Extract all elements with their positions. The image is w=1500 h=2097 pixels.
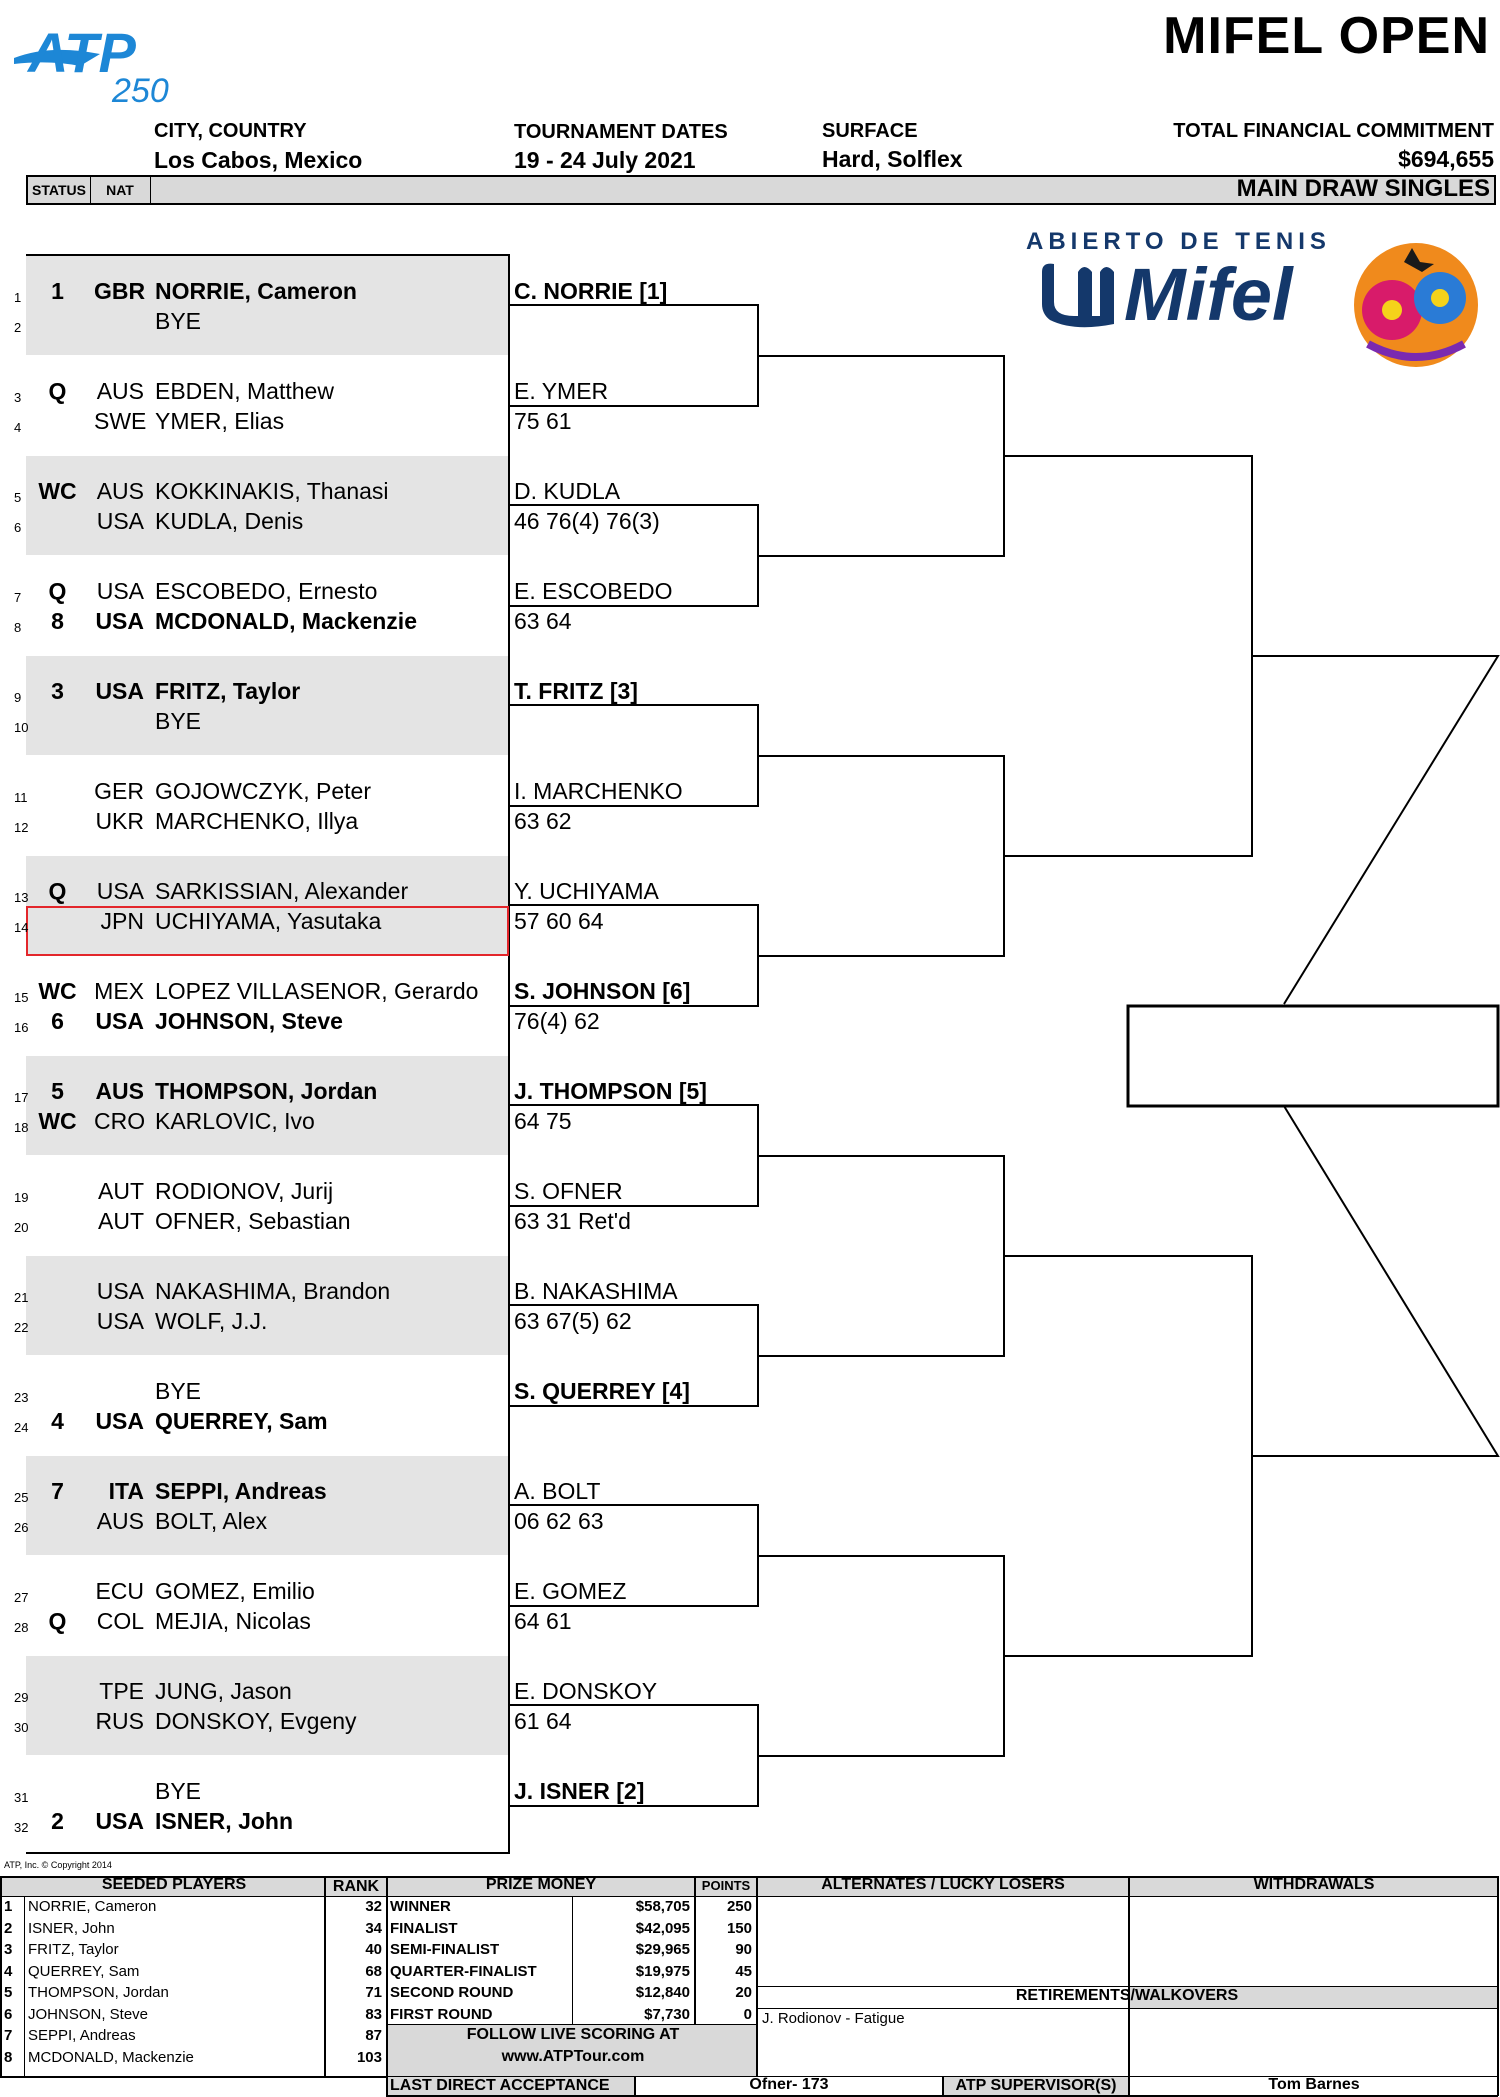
prize-round: SEMI-FINALIST bbox=[390, 1941, 500, 1958]
player-name: SARKISSIAN, Alexander bbox=[155, 878, 409, 904]
player-name: MARCHENKO, Illya bbox=[155, 808, 359, 834]
prize-money: $7,730 bbox=[644, 2005, 690, 2023]
seeded-player-name: FRITZ, Taylor bbox=[28, 1941, 119, 1958]
draw-position-number: 3 bbox=[14, 390, 22, 405]
round2-score: 46 76(4) 76(3) bbox=[514, 508, 660, 534]
seeded-player-rank: 68 bbox=[365, 1962, 382, 1980]
draw-position-number: 29 bbox=[14, 1690, 29, 1705]
status-header: STATUS bbox=[28, 177, 91, 203]
player-nationality: ECU bbox=[95, 1578, 144, 1604]
round2-winner: S. OFNER bbox=[514, 1178, 623, 1204]
seed-number: 3 bbox=[4, 1941, 13, 1958]
prize-money: $12,840 bbox=[635, 1984, 690, 2001]
draw-position-number: 27 bbox=[14, 1590, 29, 1605]
seed-number: 5 bbox=[4, 1984, 13, 2001]
draw-position-number: 9 bbox=[14, 690, 22, 705]
player-name: KOKKINAKIS, Thanasi bbox=[155, 478, 389, 504]
city-value: Los Cabos, Mexico bbox=[154, 147, 363, 173]
round2-winner: Y. UCHIYAMA bbox=[514, 878, 659, 904]
player-status: Q bbox=[48, 578, 67, 604]
seeded-player-rank: 40 bbox=[365, 1941, 382, 1958]
seeded-player-rank: 32 bbox=[365, 1898, 382, 1915]
player-name: YMER, Elias bbox=[155, 408, 285, 434]
player-nationality: USA bbox=[96, 1308, 144, 1334]
player-name: QUERREY, Sam bbox=[155, 1408, 328, 1434]
city-label: CITY, COUNTRY bbox=[154, 120, 307, 142]
draw-position-number: 30 bbox=[14, 1720, 29, 1735]
draw-position-number: 19 bbox=[14, 1190, 29, 1205]
draw-position-number: 32 bbox=[14, 1820, 29, 1835]
player-name: MEJIA, Nicolas bbox=[155, 1608, 311, 1634]
copyright: ATP, Inc. © Copyright 2014 bbox=[4, 1860, 112, 1870]
round2-winner: S. JOHNSON [6] bbox=[514, 978, 691, 1004]
prize-round: FIRST ROUND bbox=[390, 2005, 493, 2023]
player-nationality: USA bbox=[96, 878, 144, 904]
player-name: FRITZ, Taylor bbox=[155, 678, 301, 704]
draw-position-number: 21 bbox=[14, 1290, 29, 1305]
player-nationality: JPN bbox=[100, 908, 144, 934]
draw-position-number: 6 bbox=[14, 520, 22, 535]
player-name: BYE bbox=[155, 1778, 202, 1804]
draw-position-number: 24 bbox=[14, 1420, 29, 1435]
player-name: BOLT, Alex bbox=[155, 1508, 268, 1534]
draw-position-number: 14 bbox=[14, 920, 29, 935]
player-nationality: USA bbox=[95, 1008, 144, 1034]
draw-position-number: 13 bbox=[14, 890, 29, 905]
prize-points: 90 bbox=[735, 1941, 752, 1958]
prize-points: 250 bbox=[726, 1898, 752, 1915]
seeded-player-name: QUERREY, Sam bbox=[28, 1962, 140, 1980]
player-name: SEPPI, Andreas bbox=[155, 1478, 327, 1504]
draw-position-number: 18 bbox=[14, 1120, 29, 1135]
player-nationality: AUS bbox=[96, 1508, 144, 1534]
seed-number: 1 bbox=[4, 1898, 13, 1915]
round2-score: 63 67(5) 62 bbox=[514, 1308, 632, 1334]
player-status: Q bbox=[48, 878, 67, 904]
player-name: BYE bbox=[155, 708, 202, 734]
round2-score: 63 64 bbox=[514, 608, 572, 634]
player-nationality: AUS bbox=[96, 478, 144, 504]
draw-position-number: 17 bbox=[14, 1090, 29, 1105]
draw-position-number: 28 bbox=[14, 1620, 29, 1635]
player-nationality: COL bbox=[96, 1608, 144, 1634]
draw-position-number: 31 bbox=[14, 1790, 29, 1805]
draw-type-label: MAIN DRAW SINGLES bbox=[1236, 175, 1490, 202]
sponsor-tagline: ABIERTO DE TENIS bbox=[1026, 228, 1331, 255]
player-name: ESCOBEDO, Ernesto bbox=[155, 578, 378, 604]
player-nationality: GER bbox=[94, 778, 144, 804]
seed-number: 7 bbox=[4, 2027, 13, 2044]
draw-position-number: 20 bbox=[14, 1220, 29, 1235]
player-nationality: SWE bbox=[94, 408, 147, 434]
svg-text:ATP: ATP bbox=[28, 21, 136, 84]
player-status: WC bbox=[38, 1108, 77, 1134]
draw-position-number: 23 bbox=[14, 1390, 29, 1405]
player-status: 4 bbox=[51, 1408, 64, 1434]
seeded-player-name: MCDONALD, Mackenzie bbox=[28, 2048, 194, 2066]
draw-position-number: 8 bbox=[14, 620, 22, 635]
prize-points: 0 bbox=[743, 2005, 752, 2023]
follow-link[interactable]: www.ATPTour.com bbox=[501, 2048, 645, 2065]
seeded-player-name: ISNER, John bbox=[28, 1919, 115, 1937]
seeded-player-name: SEPPI, Andreas bbox=[28, 2027, 136, 2044]
prize-money: $42,095 bbox=[635, 1919, 690, 1937]
player-nationality: MEX bbox=[94, 978, 144, 1004]
nat-header: NAT bbox=[90, 177, 151, 203]
points-header: POINTS bbox=[701, 1878, 751, 1893]
prize-round: QUARTER-FINALIST bbox=[390, 1962, 537, 1980]
draw-position-number: 4 bbox=[14, 420, 22, 435]
player-nationality: USA bbox=[95, 1808, 144, 1834]
player-status: 2 bbox=[51, 1808, 64, 1834]
retirement-item: J. Rodionov - Fatigue bbox=[762, 2010, 905, 2027]
dates-label: TOURNAMENT DATES bbox=[514, 121, 728, 143]
surface-label: SURFACE bbox=[822, 120, 918, 142]
draw-position-number: 22 bbox=[14, 1320, 29, 1335]
draw-position-number: 16 bbox=[14, 1020, 29, 1035]
player-name: DONSKOY, Evgeny bbox=[155, 1708, 357, 1734]
player-name: RODIONOV, Jurij bbox=[155, 1178, 334, 1204]
winner-box bbox=[1129, 1007, 1497, 1105]
player-nationality: CRO bbox=[94, 1108, 146, 1134]
round2-winner: A. BOLT bbox=[514, 1478, 601, 1504]
prize-money: $58,705 bbox=[635, 1898, 690, 1915]
seeded-player-name: JOHNSON, Steve bbox=[28, 2005, 149, 2023]
player-status: 5 bbox=[51, 1078, 64, 1104]
player-status: 1 bbox=[51, 278, 64, 304]
player-name: JOHNSON, Steve bbox=[155, 1008, 343, 1034]
player-name: LOPEZ VILLASENOR, Gerardo bbox=[155, 978, 479, 1004]
prize-round: WINNER bbox=[390, 1898, 451, 1915]
player-name: ISNER, John bbox=[155, 1808, 294, 1834]
rank-header: RANK bbox=[332, 1878, 380, 1895]
player-nationality: AUS bbox=[96, 378, 144, 404]
player-name: NORRIE, Cameron bbox=[155, 278, 357, 304]
player-nationality: USA bbox=[96, 578, 144, 604]
prize-round: FINALIST bbox=[390, 1919, 458, 1937]
surface-value: Hard, Solflex bbox=[822, 146, 963, 172]
player-status: WC bbox=[38, 478, 77, 504]
round2-score: 76(4) 62 bbox=[514, 1008, 600, 1034]
round2-score: 64 75 bbox=[514, 1108, 572, 1134]
seeded-player-name: NORRIE, Cameron bbox=[28, 1898, 157, 1915]
player-name: MCDONALD, Mackenzie bbox=[155, 608, 417, 634]
player-name: OFNER, Sebastian bbox=[155, 1208, 351, 1234]
player-name: WOLF, J.J. bbox=[155, 1308, 268, 1334]
player-name: EBDEN, Matthew bbox=[155, 378, 334, 404]
round2-score: 75 61 bbox=[514, 408, 572, 434]
round2-winner: E. YMER bbox=[514, 378, 609, 404]
lda-label: LAST DIRECT ACCEPTANCE bbox=[390, 2077, 610, 2094]
sponsor-name: Mifel bbox=[1124, 253, 1293, 336]
player-nationality: UKR bbox=[95, 808, 144, 834]
commitment-value: $694,655 bbox=[1398, 146, 1494, 172]
prize-money: $29,965 bbox=[635, 1941, 690, 1958]
round2-score: 61 64 bbox=[514, 1708, 572, 1734]
alternates-header: ALTERNATES / LUCKY LOSERS bbox=[821, 1876, 1065, 1893]
round2-winner: I. MARCHENKO bbox=[514, 778, 683, 804]
player-name: KARLOVIC, Ivo bbox=[155, 1108, 315, 1134]
withdrawals-header: WITHDRAWALS bbox=[1253, 1876, 1375, 1893]
player-status: 6 bbox=[51, 1008, 64, 1034]
seed-number: 6 bbox=[4, 2005, 13, 2023]
player-status: 8 bbox=[51, 608, 64, 634]
lda-value: Ofner- 173 bbox=[749, 2076, 829, 2093]
draw-position-number: 10 bbox=[14, 720, 29, 735]
player-nationality: RUS bbox=[95, 1708, 144, 1734]
draw-position-number: 15 bbox=[14, 990, 29, 1005]
seeded-player-rank: 103 bbox=[356, 2048, 382, 2066]
player-name: GOMEZ, Emilio bbox=[155, 1578, 315, 1604]
player-name: BYE bbox=[155, 308, 202, 334]
player-nationality: TPE bbox=[99, 1678, 144, 1704]
player-status: 7 bbox=[51, 1478, 64, 1504]
player-name: UCHIYAMA, Yasutaka bbox=[155, 908, 382, 934]
commitment-label: TOTAL FINANCIAL COMMITMENT bbox=[1173, 120, 1494, 142]
seeded-player-rank: 87 bbox=[365, 2027, 382, 2044]
prize-points: 150 bbox=[726, 1919, 752, 1937]
dates-value: 19 - 24 July 2021 bbox=[514, 147, 696, 173]
draw-position-number: 26 bbox=[14, 1520, 29, 1535]
seeded-player-rank: 83 bbox=[365, 2005, 382, 2023]
round2-winner: E. ESCOBEDO bbox=[514, 578, 673, 604]
retirements-header: RETIREMENTS/WALKOVERS bbox=[1015, 1987, 1239, 2004]
player-name: KUDLA, Denis bbox=[155, 508, 304, 534]
player-name: THOMPSON, Jordan bbox=[155, 1078, 378, 1104]
round2-winner: D. KUDLA bbox=[514, 478, 621, 504]
player-status: Q bbox=[48, 1608, 67, 1634]
round2-winner: E. DONSKOY bbox=[514, 1678, 658, 1704]
draw-position-number: 5 bbox=[14, 490, 22, 505]
supervisor-label: ATP SUPERVISOR(S) bbox=[955, 2077, 1117, 2094]
player-nationality: AUS bbox=[95, 1078, 144, 1104]
prize-round: SECOND ROUND bbox=[390, 1984, 514, 2001]
prize-money: $19,975 bbox=[635, 1962, 690, 1980]
round2-winner: J. THOMPSON [5] bbox=[514, 1078, 707, 1104]
player-nationality: AUT bbox=[98, 1208, 144, 1234]
prize-points: 45 bbox=[735, 1962, 752, 1980]
round2-winner: E. GOMEZ bbox=[514, 1578, 627, 1604]
prize-header: PRIZE MONEY bbox=[485, 1876, 597, 1893]
draw-position-number: 11 bbox=[14, 790, 28, 805]
round2-winner: S. QUERREY [4] bbox=[514, 1378, 690, 1404]
player-nationality: USA bbox=[95, 608, 144, 634]
seed-number: 2 bbox=[4, 1919, 13, 1937]
player-nationality: USA bbox=[96, 1278, 144, 1304]
player-nationality: USA bbox=[96, 508, 144, 534]
round2-score: 63 62 bbox=[514, 808, 572, 834]
player-name: NAKASHIMA, Brandon bbox=[155, 1278, 391, 1304]
prize-points: 20 bbox=[735, 1984, 752, 2001]
follow-line1: FOLLOW LIVE SCORING AT bbox=[466, 2026, 680, 2043]
player-nationality: USA bbox=[95, 1408, 144, 1434]
seeded-header: SEEDED PLAYERS bbox=[101, 1876, 247, 1893]
seeded-player-name: THOMPSON, Jordan bbox=[28, 1984, 169, 2001]
round2-winner: B. NAKASHIMA bbox=[514, 1278, 678, 1304]
round2-winner: T. FRITZ [3] bbox=[514, 678, 638, 704]
player-nationality: GBR bbox=[94, 278, 146, 304]
seed-number: 4 bbox=[4, 1962, 13, 1980]
player-status: Q bbox=[48, 378, 67, 404]
draw-position-number: 2 bbox=[14, 320, 22, 335]
info-table bbox=[0, 1876, 1500, 2097]
player-status: WC bbox=[38, 978, 77, 1004]
player-nationality: ITA bbox=[108, 1478, 144, 1504]
draw-position-number: 7 bbox=[14, 590, 22, 605]
svg-text:250: 250 bbox=[112, 72, 169, 104]
round2-winner: C. NORRIE [1] bbox=[514, 278, 668, 304]
seeded-player-rank: 34 bbox=[365, 1919, 382, 1937]
player-nationality: AUT bbox=[98, 1178, 144, 1204]
seed-number: 8 bbox=[4, 2048, 13, 2066]
player-name: GOJOWCZYK, Peter bbox=[155, 778, 371, 804]
draw-position-number: 1 bbox=[14, 290, 22, 305]
player-nationality: USA bbox=[95, 678, 144, 704]
round2-score: 06 62 63 bbox=[514, 1508, 604, 1534]
seeded-player-rank: 71 bbox=[365, 1984, 382, 2001]
player-name: BYE bbox=[155, 1378, 202, 1404]
player-name: JUNG, Jason bbox=[155, 1678, 292, 1704]
round2-score: 63 31 Ret'd bbox=[514, 1208, 631, 1234]
round2-score: 64 61 bbox=[514, 1608, 572, 1634]
player-status: 3 bbox=[51, 678, 64, 704]
draw-position-number: 12 bbox=[14, 820, 29, 835]
round2-score: 57 60 64 bbox=[514, 908, 604, 934]
supervisor-value: Tom Barnes bbox=[1268, 2076, 1360, 2093]
draw-position-number: 25 bbox=[14, 1490, 29, 1505]
round2-winner: J. ISNER [2] bbox=[514, 1778, 645, 1804]
tournament-title: MIFEL OPEN bbox=[1163, 7, 1490, 65]
